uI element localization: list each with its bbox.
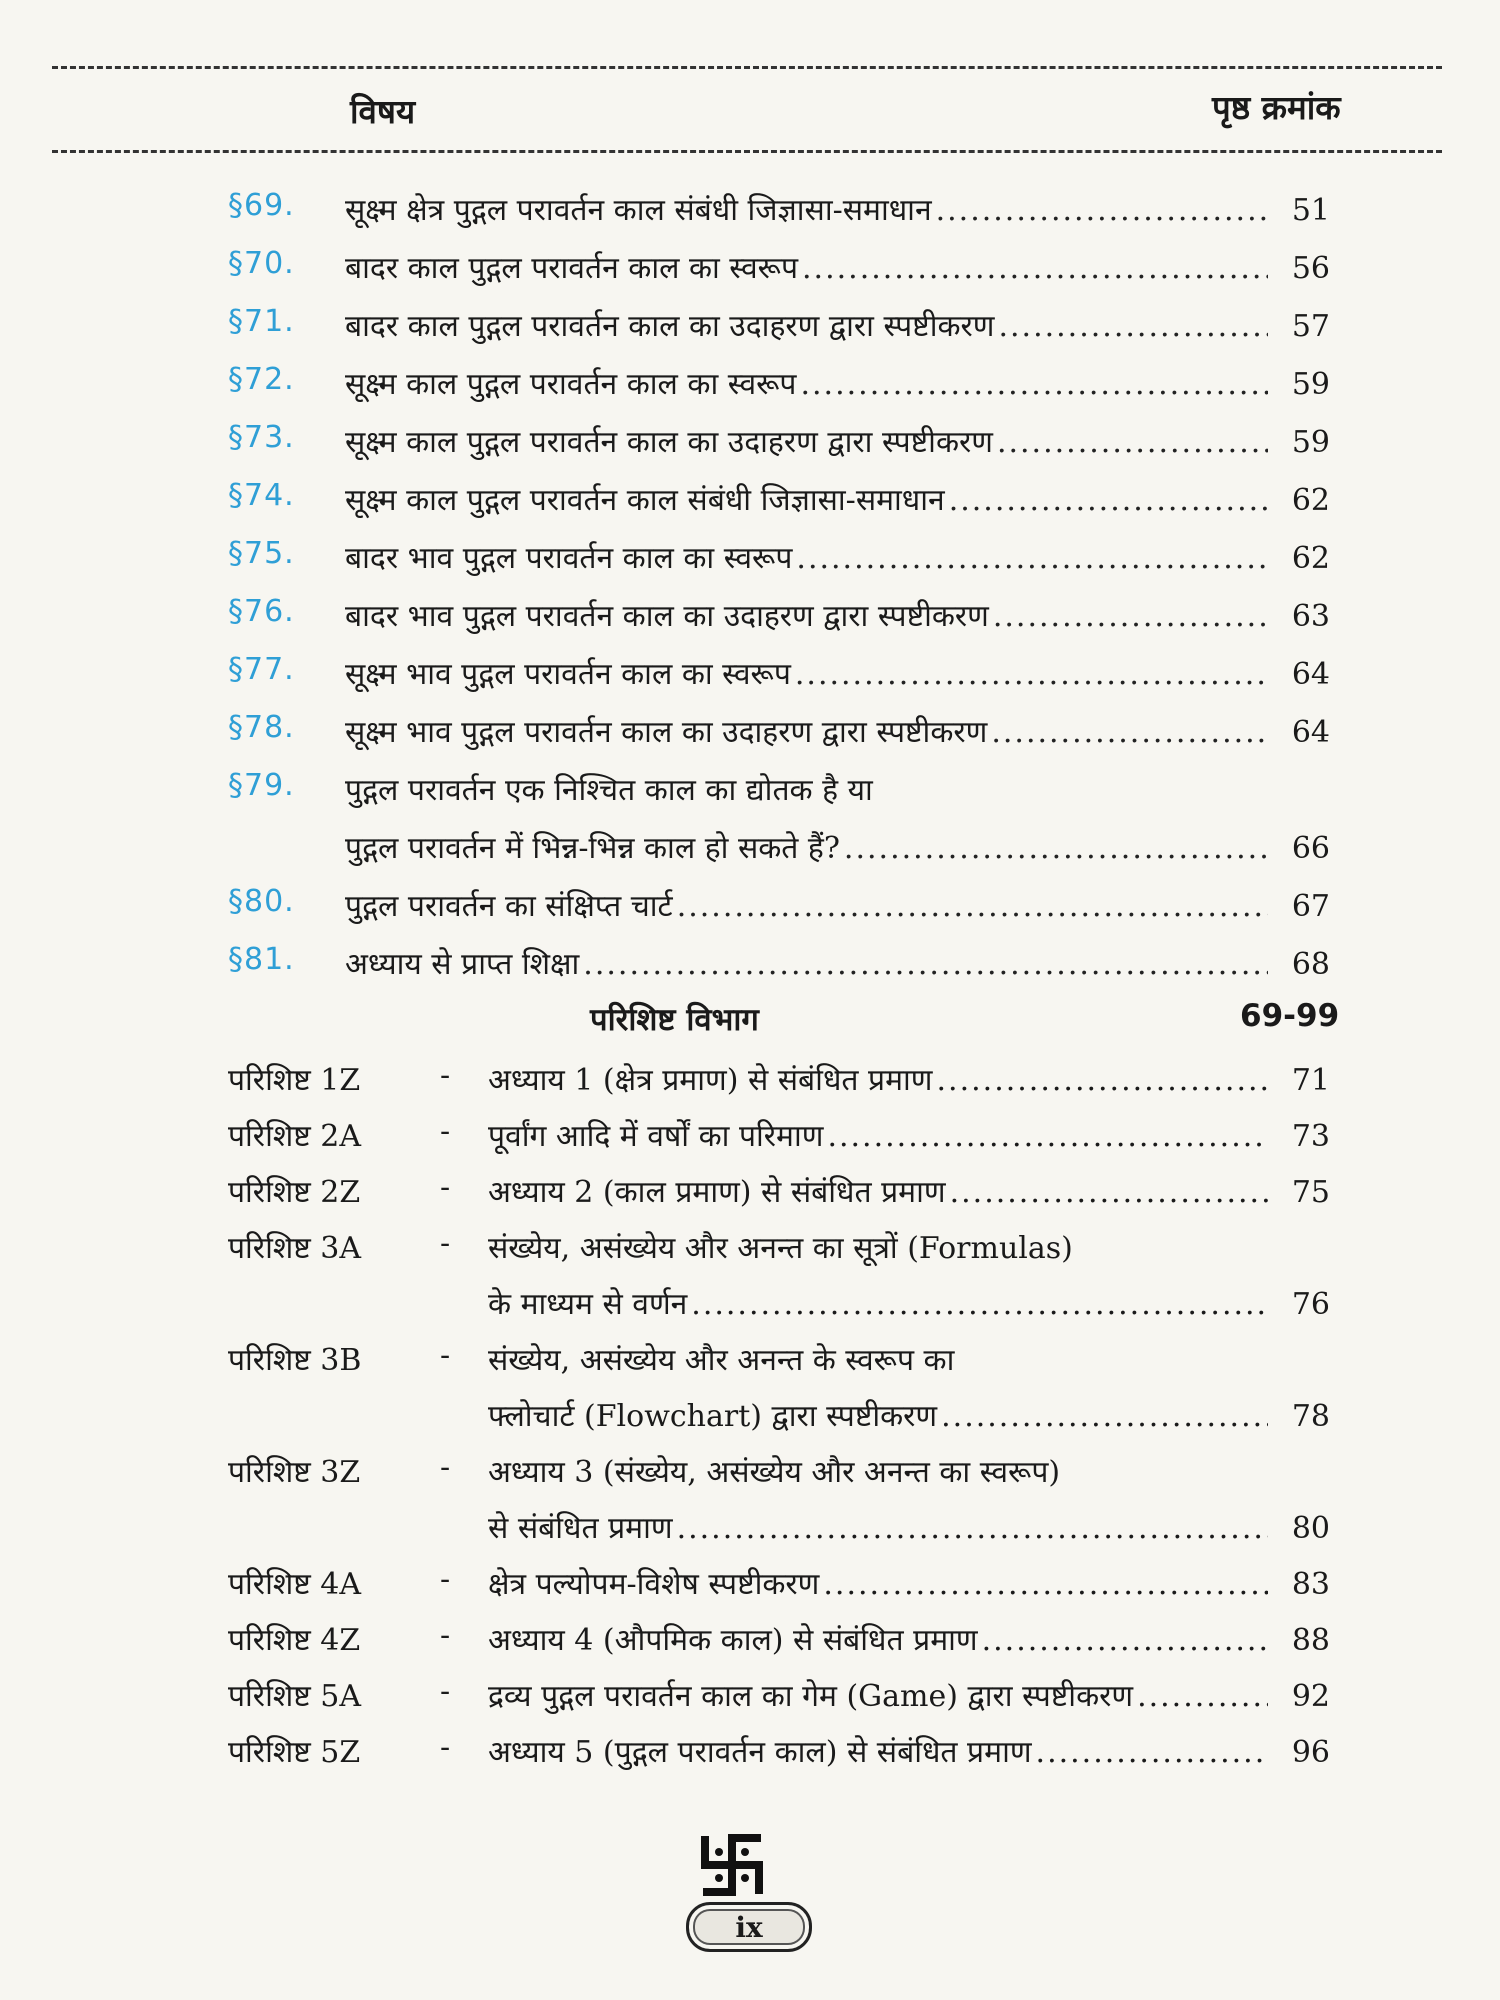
entry-page: 64 bbox=[1291, 715, 1330, 750]
toc-entry-78[interactable] bbox=[0, 702, 1500, 760]
appendix-label: परिशिष्ट 3B bbox=[228, 1343, 362, 1378]
appendix-label: परिशिष्ट 3A bbox=[228, 1231, 362, 1266]
toc-entry-81[interactable] bbox=[0, 934, 1500, 992]
appendix-item-5a[interactable] bbox=[0, 1668, 1500, 1724]
entry-title: बादर काल पुद्गल परावर्तन काल का स्वरूप bbox=[345, 251, 799, 286]
leader-dots bbox=[991, 715, 1268, 750]
appendix-label: परिशिष्ट 4Z bbox=[228, 1623, 361, 1658]
appendix-dash: - bbox=[440, 1674, 451, 1709]
entry-title: सूक्ष्म भाव पुद्गल परावर्तन काल का स्वरूप bbox=[345, 657, 791, 692]
leader-dots bbox=[800, 367, 1268, 402]
entry-title: बादर काल पुद्गल परावर्तन काल का उदाहरण द्वारा स्पष्टीकरण bbox=[345, 309, 995, 344]
toc-entry-73[interactable] bbox=[0, 412, 1500, 470]
page-number-badge bbox=[686, 1902, 812, 1952]
leader-dots bbox=[997, 425, 1268, 460]
appendix-dash: - bbox=[440, 1338, 451, 1373]
entry-number: §72. bbox=[228, 362, 295, 397]
appendix-item-title: अध्याय 3 (संख्येय, असंख्येय और अनन्त का स्वरूप) bbox=[488, 1455, 1061, 1490]
appendix-item-5z[interactable] bbox=[0, 1724, 1500, 1780]
entry-page: 66 bbox=[1291, 831, 1330, 866]
entry-title: बादर भाव पुद्गल परावर्तन काल का उदाहरण द्वारा स्पष्टीकरण bbox=[345, 599, 989, 634]
leader-dots bbox=[982, 1623, 1268, 1658]
leader-dots bbox=[941, 1399, 1268, 1434]
appendix-item-3b-line1[interactable] bbox=[0, 1332, 1500, 1388]
appendix-item-page: 71 bbox=[1291, 1063, 1330, 1098]
appendix-item-page: 80 bbox=[1291, 1511, 1330, 1546]
leader-dots bbox=[583, 947, 1268, 982]
appendix-item-page: 96 bbox=[1291, 1735, 1330, 1770]
appendix-title: परिशिष्ट विभाग bbox=[590, 1002, 759, 1038]
entry-title: बादर भाव पुद्गल परावर्तन काल का स्वरूप bbox=[345, 541, 793, 576]
appendix-dash: - bbox=[440, 1562, 451, 1597]
leader-dots bbox=[796, 541, 1268, 576]
appendix-item-title: अध्याय 2 (काल प्रमाण) से संबंधित प्रमाण bbox=[488, 1175, 946, 1210]
entry-page: 63 bbox=[1291, 599, 1330, 634]
entry-page: 62 bbox=[1291, 541, 1330, 576]
entry-page: 68 bbox=[1291, 947, 1330, 982]
appendix-label: परिशिष्ट 4A bbox=[228, 1567, 362, 1602]
entry-page: 67 bbox=[1291, 889, 1330, 924]
appendix-item-3a-line1[interactable] bbox=[0, 1220, 1500, 1276]
entry-number: §80. bbox=[228, 884, 295, 919]
entry-number: §78. bbox=[228, 710, 295, 745]
page-number: ix bbox=[735, 1910, 763, 1944]
leader-dots bbox=[677, 1511, 1268, 1546]
appendix-dash: - bbox=[440, 1618, 451, 1653]
entry-number: §74. bbox=[228, 478, 295, 513]
leader-dots bbox=[950, 1175, 1268, 1210]
appendix-item-page: 92 bbox=[1291, 1679, 1330, 1714]
toc-entry-79-line1[interactable] bbox=[0, 760, 1500, 818]
toc-entry-75[interactable] bbox=[0, 528, 1500, 586]
appendix-item-3z-line2[interactable] bbox=[0, 1500, 1500, 1556]
appendix-item-title: संख्येय, असंख्येय और अनन्त का सूत्रों (Formulas) bbox=[488, 1231, 1073, 1266]
appendix-item-2z[interactable] bbox=[0, 1164, 1500, 1220]
leader-dots bbox=[936, 193, 1268, 228]
leader-dots bbox=[802, 251, 1268, 286]
appendix-item-3z-line1[interactable] bbox=[0, 1444, 1500, 1500]
entry-title: सूक्ष्म काल पुद्गल परावर्तन काल का स्वरूप bbox=[345, 367, 797, 402]
entry-number: §70. bbox=[228, 246, 295, 281]
entry-title-continued: पुद्गल परावर्तन में भिन्न-भिन्न काल हो सकते हैं? bbox=[345, 831, 840, 866]
appendix-item-title-continued: से संबंधित प्रमाण bbox=[488, 1511, 673, 1546]
appendix-dash: - bbox=[440, 1058, 451, 1093]
appendix-item-title: द्रव्य पुद्गल परावर्तन काल का गेम (Game) द्वारा स्पष्टीकरण bbox=[488, 1679, 1134, 1714]
appendix-item-title: अध्याय 4 (औपमिक काल) से संबंधित प्रमाण bbox=[488, 1623, 978, 1658]
leader-dots bbox=[937, 1063, 1268, 1098]
entry-page: 56 bbox=[1291, 251, 1330, 286]
appendix-item-page: 88 bbox=[1291, 1623, 1330, 1658]
appendix-item-title-continued: फ्लोचार्ट (Flowchart) द्वारा स्पष्टीकरण bbox=[488, 1399, 938, 1434]
appendix-item-2a[interactable] bbox=[0, 1108, 1500, 1164]
entry-title: सूक्ष्म काल पुद्गल परावर्तन काल का उदाहरण द्वारा स्पष्टीकरण bbox=[345, 425, 993, 460]
appendix-item-title: अध्याय 1 (क्षेत्र प्रमाण) से संबंधित प्रमाण bbox=[488, 1063, 933, 1098]
appendix-item-3b-line2[interactable] bbox=[0, 1388, 1500, 1444]
appendix-item-page: 73 bbox=[1291, 1119, 1330, 1154]
entry-number: §79. bbox=[228, 768, 295, 803]
appendix-item-1z[interactable] bbox=[0, 1052, 1500, 1108]
leader-dots bbox=[823, 1567, 1268, 1602]
header-subject: विषय bbox=[350, 92, 416, 131]
appendix-dash: - bbox=[440, 1170, 451, 1205]
leader-dots bbox=[1137, 1679, 1268, 1714]
toc-entry-71[interactable] bbox=[0, 296, 1500, 354]
entry-page: 62 bbox=[1291, 483, 1330, 518]
appendix-item-title: अध्याय 5 (पुद्गल परावर्तन काल) से संबंधित प्रमाण bbox=[488, 1735, 1032, 1770]
appendix-item-4z[interactable] bbox=[0, 1612, 1500, 1668]
appendix-item-4a[interactable] bbox=[0, 1556, 1500, 1612]
appendix-label: परिशिष्ट 5Z bbox=[228, 1735, 361, 1770]
toc-entry-69[interactable] bbox=[0, 180, 1500, 238]
toc-entry-72[interactable] bbox=[0, 354, 1500, 412]
entry-page: 59 bbox=[1291, 367, 1330, 402]
leader-dots bbox=[677, 889, 1268, 924]
entry-number: §69. bbox=[228, 188, 295, 223]
appendix-item-title-continued: के माध्यम से वर्णन bbox=[488, 1287, 688, 1322]
entry-title: सूक्ष्म काल पुद्गल परावर्तन काल संबंधी जिज्ञासा-समाधान bbox=[345, 483, 945, 518]
leader-dots bbox=[844, 831, 1268, 866]
appendix-item-page: 78 bbox=[1291, 1399, 1330, 1434]
appendix-label: परिशिष्ट 3Z bbox=[228, 1455, 361, 1490]
appendix-dash: - bbox=[440, 1730, 451, 1765]
appendix-item-3a-line2[interactable] bbox=[0, 1276, 1500, 1332]
toc-entry-80[interactable] bbox=[0, 876, 1500, 934]
appendix-label: परिशिष्ट 2A bbox=[228, 1119, 362, 1154]
appendix-item-title: पूर्वांग आदि में वर्षों का परिमाण bbox=[488, 1119, 824, 1154]
appendix-page-range: 69-99 bbox=[1240, 998, 1340, 1034]
swastika-icon bbox=[697, 1830, 767, 1900]
appendix-dash: - bbox=[440, 1226, 451, 1261]
leader-dots bbox=[949, 483, 1268, 518]
entry-number: §73. bbox=[228, 420, 295, 455]
entry-number: §71. bbox=[228, 304, 295, 339]
entry-number: §77. bbox=[228, 652, 295, 687]
entry-number: §81. bbox=[228, 942, 295, 977]
appendix-item-title: संख्येय, असंख्येय और अनन्त के स्वरूप का bbox=[488, 1343, 955, 1378]
entry-number: §76. bbox=[228, 594, 295, 629]
top-dashed-divider bbox=[52, 66, 1442, 69]
appendix-item-page: 76 bbox=[1291, 1287, 1330, 1322]
leader-dots bbox=[827, 1119, 1268, 1154]
entry-number: §75. bbox=[228, 536, 295, 571]
appendix-dash: - bbox=[440, 1114, 451, 1149]
toc-list bbox=[0, 180, 1500, 1780]
toc-entry-74[interactable] bbox=[0, 470, 1500, 528]
bottom-dashed-divider bbox=[52, 150, 1442, 153]
toc-entry-77[interactable] bbox=[0, 644, 1500, 702]
entry-page: 51 bbox=[1291, 193, 1330, 228]
entry-page: 57 bbox=[1291, 309, 1330, 344]
entry-title: अध्याय से प्राप्त शिक्षा bbox=[345, 947, 580, 982]
toc-entry-70[interactable] bbox=[0, 238, 1500, 296]
entry-page: 59 bbox=[1291, 425, 1330, 460]
entry-page: 64 bbox=[1291, 657, 1330, 692]
entry-title: सूक्ष्म क्षेत्र पुद्गल परावर्तन काल संबंधी जिज्ञासा-समाधान bbox=[345, 193, 932, 228]
entry-title: पुद्गल परावर्तन एक निश्चित काल का द्योतक है या bbox=[345, 773, 873, 808]
toc-entry-76[interactable] bbox=[0, 586, 1500, 644]
appendix-dash: - bbox=[440, 1450, 451, 1485]
appendix-label: परिशिष्ट 5A bbox=[228, 1679, 362, 1714]
toc-entry-79-line2[interactable] bbox=[0, 818, 1500, 876]
entry-title: पुद्गल परावर्तन का संक्षिप्त चार्ट bbox=[345, 889, 673, 924]
leader-dots bbox=[1036, 1735, 1268, 1770]
appendix-item-page: 83 bbox=[1291, 1567, 1330, 1602]
appendix-label: परिशिष्ट 1Z bbox=[228, 1063, 361, 1098]
leader-dots bbox=[993, 599, 1268, 634]
leader-dots bbox=[691, 1287, 1268, 1322]
appendix-item-title: क्षेत्र पल्योपम-विशेष स्पष्टीकरण bbox=[488, 1567, 820, 1602]
leader-dots bbox=[795, 657, 1268, 692]
header-page-number: पृष्ठ क्रमांक bbox=[1212, 88, 1341, 127]
appendix-item-page: 75 bbox=[1291, 1175, 1330, 1210]
entry-title: सूक्ष्म भाव पुद्गल परावर्तन काल का उदाहरण द्वारा स्पष्टीकरण bbox=[345, 715, 988, 750]
leader-dots bbox=[998, 309, 1268, 344]
appendix-section-heading[interactable] bbox=[0, 992, 1500, 1052]
appendix-label: परिशिष्ट 2Z bbox=[228, 1175, 361, 1210]
